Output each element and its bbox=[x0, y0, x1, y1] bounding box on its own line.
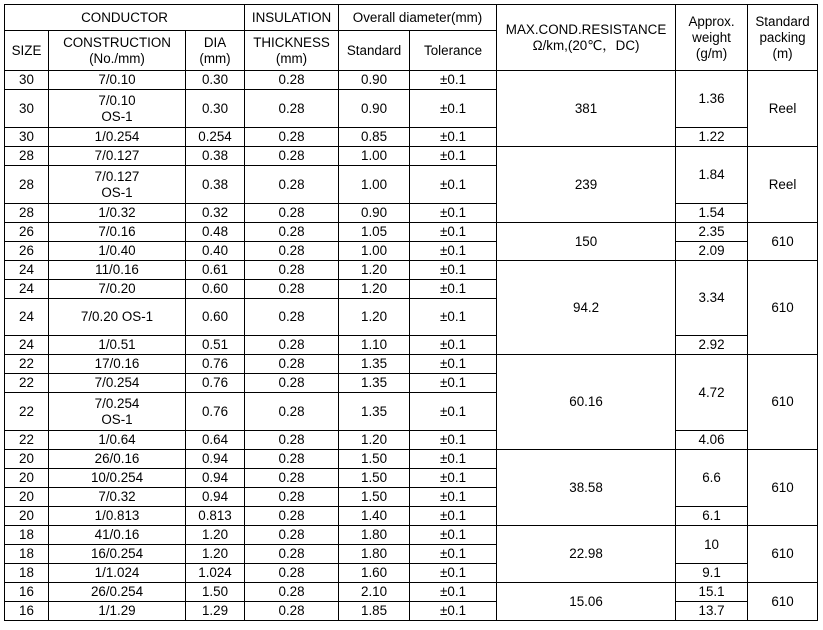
cell-tolerance: ±0.1 bbox=[410, 166, 497, 204]
cell-tolerance: ±0.1 bbox=[410, 564, 497, 583]
cell-dia: 0.76 bbox=[186, 355, 245, 374]
construction-line: 7/0.254 bbox=[94, 395, 140, 411]
header-dia-line2: (mm) bbox=[199, 50, 231, 66]
cell-thickness: 0.28 bbox=[245, 336, 339, 355]
cell-approx-weight: 2.92 bbox=[676, 336, 748, 355]
cell-standard-packing: Reel bbox=[748, 147, 818, 223]
cell-dia: 0.94 bbox=[186, 469, 245, 488]
cell-approx-weight: 6.1 bbox=[676, 507, 748, 526]
cell-thickness: 0.28 bbox=[245, 261, 339, 280]
cell-construction bbox=[49, 583, 186, 602]
table-row bbox=[5, 242, 818, 261]
cell-standard-packing: 610 bbox=[748, 223, 818, 261]
construction-line: 7/0.10 bbox=[98, 72, 136, 87]
cell-standard-diameter: 1.20 bbox=[339, 280, 410, 299]
cell-approx-weight: 3.34 bbox=[676, 261, 748, 336]
cell-construction bbox=[49, 374, 186, 393]
construction-line: 7/0.127 bbox=[94, 168, 140, 184]
cell-tolerance: ±0.1 bbox=[410, 280, 497, 299]
cell-dia: 0.94 bbox=[186, 488, 245, 507]
table-row bbox=[5, 71, 818, 90]
cell-size: 22 bbox=[5, 355, 49, 374]
construction-line: 7/0.254 bbox=[94, 375, 140, 390]
cell-standard-diameter: 1.50 bbox=[339, 488, 410, 507]
cell-thickness: 0.28 bbox=[245, 564, 339, 583]
cell-construction bbox=[49, 166, 186, 204]
cell-standard-diameter: 1.00 bbox=[339, 166, 410, 204]
header-row-1 bbox=[5, 5, 818, 31]
cell-thickness: 0.28 bbox=[245, 393, 339, 431]
table-row bbox=[5, 507, 818, 526]
table-row bbox=[5, 336, 818, 355]
cell-tolerance: ±0.1 bbox=[410, 374, 497, 393]
cell-dia: 0.51 bbox=[186, 336, 245, 355]
header-construction-line2: (No./mm) bbox=[89, 50, 145, 66]
cell-size: 28 bbox=[5, 166, 49, 204]
cell-construction bbox=[49, 431, 186, 450]
cell-size: 30 bbox=[5, 71, 49, 90]
cell-dia: 0.60 bbox=[186, 280, 245, 299]
cell-thickness: 0.28 bbox=[245, 128, 339, 147]
cell-construction bbox=[49, 602, 186, 621]
cell-standard-diameter: 1.35 bbox=[339, 374, 410, 393]
cell-thickness: 0.28 bbox=[245, 299, 339, 336]
cell-dia: 0.40 bbox=[186, 242, 245, 261]
cell-dia: 1.50 bbox=[186, 583, 245, 602]
header-thickness-line1: THICKNESS bbox=[253, 34, 330, 50]
header-construction bbox=[49, 31, 186, 71]
header-approx-weight-line1: Approx. bbox=[688, 13, 735, 29]
cell-size: 20 bbox=[5, 507, 49, 526]
cell-approx-weight: 4.06 bbox=[676, 431, 748, 450]
cell-approx-weight: 1.54 bbox=[676, 204, 748, 223]
cell-tolerance: ±0.1 bbox=[410, 450, 497, 469]
cell-construction bbox=[49, 223, 186, 242]
table-row bbox=[5, 261, 818, 280]
header-size: SIZE bbox=[5, 31, 49, 71]
cell-thickness: 0.28 bbox=[245, 71, 339, 90]
cell-thickness: 0.28 bbox=[245, 488, 339, 507]
header-standard-packing bbox=[748, 5, 818, 71]
construction-line: 1/1.29 bbox=[98, 603, 136, 618]
cell-tolerance: ±0.1 bbox=[410, 583, 497, 602]
cell-size: 28 bbox=[5, 147, 49, 166]
cell-construction bbox=[49, 469, 186, 488]
cell-tolerance: ±0.1 bbox=[410, 261, 497, 280]
cell-thickness: 0.28 bbox=[245, 602, 339, 621]
cell-construction bbox=[49, 393, 186, 431]
cell-construction bbox=[49, 90, 186, 128]
cell-construction bbox=[49, 355, 186, 374]
cell-construction bbox=[49, 488, 186, 507]
cell-standard-diameter: 1.60 bbox=[339, 564, 410, 583]
cell-tolerance: ±0.1 bbox=[410, 545, 497, 564]
cell-size: 20 bbox=[5, 469, 49, 488]
cell-construction bbox=[49, 280, 186, 299]
cell-dia: 0.61 bbox=[186, 261, 245, 280]
cell-thickness: 0.28 bbox=[245, 526, 339, 545]
cell-standard-diameter: 1.05 bbox=[339, 223, 410, 242]
cell-tolerance: ±0.1 bbox=[410, 469, 497, 488]
table-row bbox=[5, 583, 818, 602]
cell-tolerance: ±0.1 bbox=[410, 223, 497, 242]
construction-line: OS-1 bbox=[101, 411, 133, 427]
cell-size: 24 bbox=[5, 280, 49, 299]
cell-dia: 0.813 bbox=[186, 507, 245, 526]
construction-line: 1/0.813 bbox=[94, 508, 140, 523]
header-standard: Standard bbox=[339, 31, 410, 71]
cell-thickness: 0.28 bbox=[245, 450, 339, 469]
cell-thickness: 0.28 bbox=[245, 355, 339, 374]
cell-size: 20 bbox=[5, 450, 49, 469]
cell-thickness: 0.28 bbox=[245, 280, 339, 299]
cell-standard-diameter: 1.80 bbox=[339, 526, 410, 545]
header-insulation: INSULATION bbox=[245, 5, 339, 31]
construction-line: 1/1.024 bbox=[94, 565, 140, 580]
cell-standard-diameter: 1.10 bbox=[339, 336, 410, 355]
cell-dia: 0.30 bbox=[186, 90, 245, 128]
cell-tolerance: ±0.1 bbox=[410, 488, 497, 507]
cell-standard-diameter: 1.20 bbox=[339, 431, 410, 450]
cell-standard-diameter: 0.85 bbox=[339, 128, 410, 147]
header-approx-weight-line3: (g/m) bbox=[695, 45, 728, 61]
cell-size: 22 bbox=[5, 393, 49, 431]
cell-standard-diameter: 1.20 bbox=[339, 261, 410, 280]
cell-thickness: 0.28 bbox=[245, 223, 339, 242]
cell-size: 24 bbox=[5, 336, 49, 355]
header-max-cond-resistance-line1: MAX.COND.RESISTANCE bbox=[505, 21, 667, 37]
cell-size: 16 bbox=[5, 602, 49, 621]
cell-construction bbox=[49, 204, 186, 223]
cell-dia: 0.38 bbox=[186, 147, 245, 166]
cell-dia: 1.20 bbox=[186, 526, 245, 545]
cell-thickness: 0.28 bbox=[245, 242, 339, 261]
construction-line: 1/0.254 bbox=[94, 129, 140, 144]
cell-construction bbox=[49, 147, 186, 166]
cell-max-cond-resistance: 94.2 bbox=[497, 261, 676, 355]
header-max-cond-resistance-line2: Ω/km,(20℃，DC) bbox=[532, 37, 640, 53]
table-row bbox=[5, 223, 818, 242]
construction-line: OS-1 bbox=[101, 184, 133, 200]
construction-line: 1/0.40 bbox=[98, 243, 136, 258]
cell-standard-diameter: 0.90 bbox=[339, 90, 410, 128]
cell-thickness: 0.28 bbox=[245, 583, 339, 602]
construction-line: 7/0.20 bbox=[98, 281, 136, 296]
cell-standard-diameter: 1.00 bbox=[339, 242, 410, 261]
cell-approx-weight: 1.36 bbox=[676, 71, 748, 128]
construction-line: 7/0.10 bbox=[98, 92, 136, 108]
cell-max-cond-resistance: 381 bbox=[497, 71, 676, 147]
cell-thickness: 0.28 bbox=[245, 469, 339, 488]
header-conductor: CONDUCTOR bbox=[5, 5, 245, 31]
table-row bbox=[5, 526, 818, 545]
cell-size: 22 bbox=[5, 431, 49, 450]
header-construction-line1: CONSTRUCTION bbox=[63, 34, 171, 50]
cell-dia: 0.64 bbox=[186, 431, 245, 450]
cell-thickness: 0.28 bbox=[245, 166, 339, 204]
cell-size: 30 bbox=[5, 128, 49, 147]
cell-max-cond-resistance: 22.98 bbox=[497, 526, 676, 583]
cell-standard-packing: 610 bbox=[748, 526, 818, 583]
cell-dia: 1.024 bbox=[186, 564, 245, 583]
construction-line: 7/0.20 OS-1 bbox=[80, 309, 154, 324]
header-standard-packing-line3: (m) bbox=[772, 45, 793, 61]
cell-size: 24 bbox=[5, 299, 49, 336]
cell-standard-diameter: 1.20 bbox=[339, 299, 410, 336]
cell-standard-diameter: 0.90 bbox=[339, 71, 410, 90]
cell-max-cond-resistance: 15.06 bbox=[497, 583, 676, 621]
cell-size: 30 bbox=[5, 90, 49, 128]
cell-tolerance: ±0.1 bbox=[410, 242, 497, 261]
cell-construction bbox=[49, 128, 186, 147]
table-row bbox=[5, 147, 818, 166]
construction-line: 1/0.32 bbox=[98, 205, 136, 220]
header-max-cond-resistance bbox=[497, 5, 676, 71]
cell-construction bbox=[49, 545, 186, 564]
cell-standard-diameter: 1.80 bbox=[339, 545, 410, 564]
cell-max-cond-resistance: 60.16 bbox=[497, 355, 676, 450]
cell-approx-weight: 2.09 bbox=[676, 242, 748, 261]
cell-tolerance: ±0.1 bbox=[410, 526, 497, 545]
header-dia bbox=[186, 31, 245, 71]
construction-line: 1/0.51 bbox=[98, 337, 136, 352]
cell-dia: 0.254 bbox=[186, 128, 245, 147]
construction-line: OS-1 bbox=[101, 108, 133, 124]
cell-standard-packing: 610 bbox=[748, 355, 818, 450]
table-row bbox=[5, 431, 818, 450]
cell-standard-diameter: 1.50 bbox=[339, 469, 410, 488]
table-row bbox=[5, 450, 818, 469]
construction-line: 41/0.16 bbox=[94, 527, 140, 542]
construction-line: 16/0.254 bbox=[90, 546, 144, 561]
cell-approx-weight: 1.84 bbox=[676, 147, 748, 204]
cell-thickness: 0.28 bbox=[245, 204, 339, 223]
cell-thickness: 0.28 bbox=[245, 374, 339, 393]
cell-construction bbox=[49, 242, 186, 261]
cell-size: 26 bbox=[5, 242, 49, 261]
cell-construction bbox=[49, 507, 186, 526]
cell-standard-diameter: 1.50 bbox=[339, 450, 410, 469]
construction-line: 7/0.16 bbox=[98, 224, 136, 239]
cell-size: 24 bbox=[5, 261, 49, 280]
cell-approx-weight: 15.1 bbox=[676, 583, 748, 602]
construction-line: 7/0.32 bbox=[98, 489, 136, 504]
cell-construction bbox=[49, 71, 186, 90]
cell-dia: 0.94 bbox=[186, 450, 245, 469]
construction-line: 11/0.16 bbox=[95, 262, 139, 277]
cell-dia: 0.38 bbox=[186, 166, 245, 204]
cell-construction bbox=[49, 450, 186, 469]
cell-dia: 0.48 bbox=[186, 223, 245, 242]
cell-size: 28 bbox=[5, 204, 49, 223]
cell-size: 22 bbox=[5, 374, 49, 393]
cell-dia: 0.32 bbox=[186, 204, 245, 223]
cell-dia: 1.20 bbox=[186, 545, 245, 564]
cell-thickness: 0.28 bbox=[245, 90, 339, 128]
cell-max-cond-resistance: 150 bbox=[497, 223, 676, 261]
header-dia-line1: DIA bbox=[203, 34, 227, 50]
header-standard-packing-line1: Standard bbox=[755, 13, 810, 29]
cell-construction bbox=[49, 564, 186, 583]
cell-tolerance: ±0.1 bbox=[410, 90, 497, 128]
cell-construction bbox=[49, 299, 186, 336]
cell-dia: 0.60 bbox=[186, 299, 245, 336]
cell-size: 18 bbox=[5, 545, 49, 564]
cell-dia: 1.29 bbox=[186, 602, 245, 621]
cell-size: 26 bbox=[5, 223, 49, 242]
header-overall-diameter: Overall diameter(mm) bbox=[339, 5, 497, 31]
construction-line: 1/0.64 bbox=[98, 432, 136, 447]
cell-approx-weight: 13.7 bbox=[676, 602, 748, 621]
cell-standard-packing: 610 bbox=[748, 583, 818, 621]
cell-size: 18 bbox=[5, 564, 49, 583]
cell-construction bbox=[49, 336, 186, 355]
cell-standard-packing: 610 bbox=[748, 261, 818, 355]
header-standard-packing-line2: packing bbox=[759, 29, 806, 45]
cell-construction bbox=[49, 261, 186, 280]
cell-tolerance: ±0.1 bbox=[410, 299, 497, 336]
header-approx-weight-line2: weight bbox=[692, 29, 731, 45]
cell-approx-weight: 9.1 bbox=[676, 564, 748, 583]
cell-standard-diameter: 1.00 bbox=[339, 147, 410, 166]
table-row bbox=[5, 128, 818, 147]
cell-tolerance: ±0.1 bbox=[410, 336, 497, 355]
cell-tolerance: ±0.1 bbox=[410, 431, 497, 450]
cell-max-cond-resistance: 38.58 bbox=[497, 450, 676, 526]
cell-standard-diameter: 1.85 bbox=[339, 602, 410, 621]
cell-approx-weight: 2.35 bbox=[676, 223, 748, 242]
header-approx-weight bbox=[676, 5, 748, 71]
cell-construction bbox=[49, 526, 186, 545]
cell-tolerance: ±0.1 bbox=[410, 204, 497, 223]
cell-standard-packing: 610 bbox=[748, 450, 818, 526]
construction-line: 26/0.254 bbox=[90, 584, 144, 599]
cell-dia: 0.30 bbox=[186, 71, 245, 90]
cell-dia: 0.76 bbox=[186, 374, 245, 393]
cell-approx-weight: 6.6 bbox=[676, 450, 748, 507]
cell-tolerance: ±0.1 bbox=[410, 128, 497, 147]
header-tolerance: Tolerance bbox=[410, 31, 497, 71]
cell-standard-diameter: 1.35 bbox=[339, 393, 410, 431]
cell-tolerance: ±0.1 bbox=[410, 602, 497, 621]
construction-line: 26/0.16 bbox=[94, 451, 140, 466]
cell-approx-weight: 4.72 bbox=[676, 355, 748, 431]
cell-size: 18 bbox=[5, 526, 49, 545]
cell-thickness: 0.28 bbox=[245, 431, 339, 450]
cell-tolerance: ±0.1 bbox=[410, 71, 497, 90]
header-thickness bbox=[245, 31, 339, 71]
cell-standard-diameter: 2.10 bbox=[339, 583, 410, 602]
cell-approx-weight: 1.22 bbox=[676, 128, 748, 147]
cell-tolerance: ±0.1 bbox=[410, 147, 497, 166]
cell-tolerance: ±0.1 bbox=[410, 393, 497, 431]
cell-thickness: 0.28 bbox=[245, 545, 339, 564]
header-thickness-line2: (mm) bbox=[275, 50, 308, 66]
construction-line: 17/0.16 bbox=[94, 356, 140, 371]
cell-standard-packing: Reel bbox=[748, 71, 818, 147]
cell-size: 16 bbox=[5, 583, 49, 602]
cell-thickness: 0.28 bbox=[245, 507, 339, 526]
cell-tolerance: ±0.1 bbox=[410, 355, 497, 374]
cell-tolerance: ±0.1 bbox=[410, 507, 497, 526]
cable-spec-table bbox=[4, 4, 818, 621]
table-row bbox=[5, 564, 818, 583]
cell-size: 20 bbox=[5, 488, 49, 507]
construction-line: 10/0.254 bbox=[90, 470, 144, 485]
cell-max-cond-resistance: 239 bbox=[497, 147, 676, 223]
cell-approx-weight: 10 bbox=[676, 526, 748, 564]
cell-dia: 0.76 bbox=[186, 393, 245, 431]
cell-standard-diameter: 1.40 bbox=[339, 507, 410, 526]
cell-standard-diameter: 0.90 bbox=[339, 204, 410, 223]
table-row bbox=[5, 204, 818, 223]
construction-line: 7/0.127 bbox=[94, 148, 140, 163]
table-row bbox=[5, 355, 818, 374]
cell-standard-diameter: 1.35 bbox=[339, 355, 410, 374]
table-row bbox=[5, 602, 818, 621]
cell-thickness: 0.28 bbox=[245, 147, 339, 166]
